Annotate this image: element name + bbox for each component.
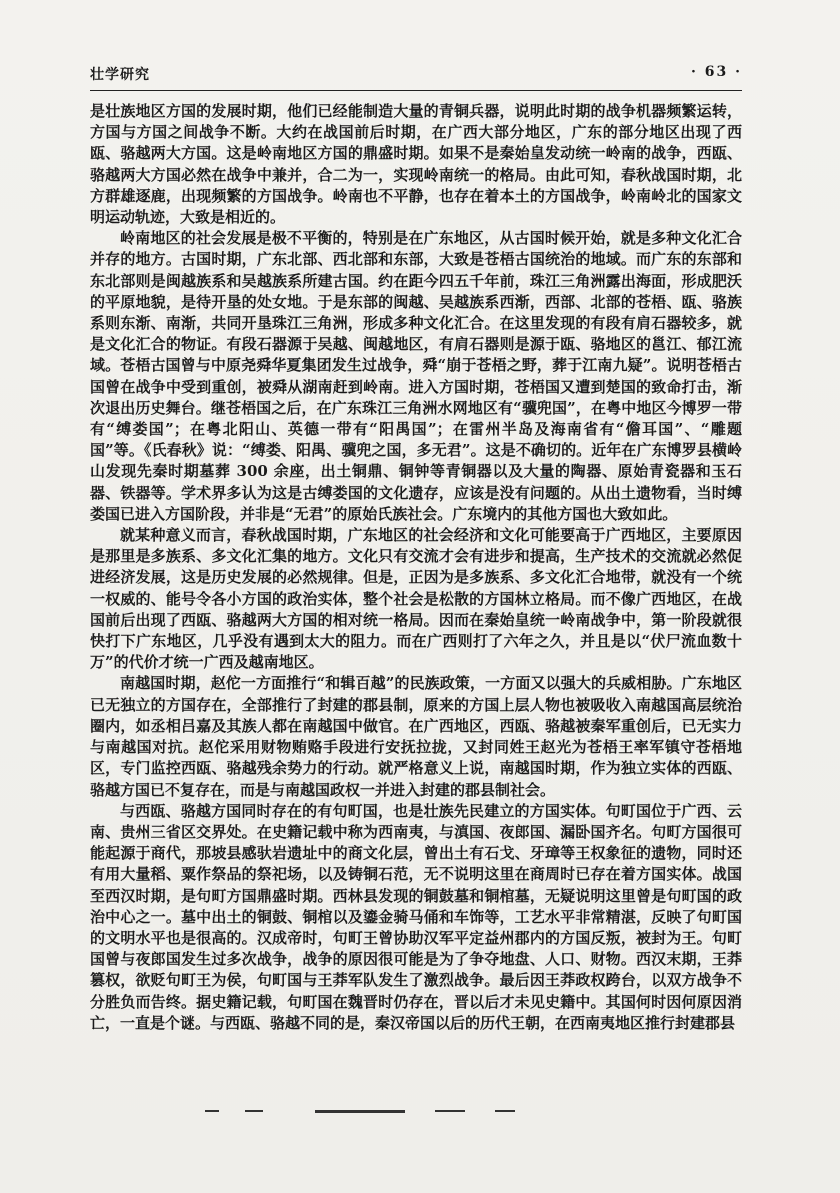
- scan-mark: [495, 1110, 515, 1112]
- paragraph-5: 与西瓯、骆越方国同时存在的有句町国，也是壮族先民建立的方国实体。句町国位于广西、云南、贵州三省区交界处。在史籍记载中称为西南夷，与滇国、夜郎国、漏卧国齐名。句町方国很可能起源于商代，那坡县感驮岩遗址中的商文化层，曾出土有石戈、牙璋等王权象征的遗物，同时还有用大量稻、粟作祭品的祭祀场，以及铸铜石范，无不说明这里在商周时已存在着方国实体。战国至西汉时期，是句町方国鼎盛时期。西林县发现的铜鼓墓和铜棺墓，无疑说明这里曾是句町国的政治中心之一。墓中出土的铜鼓、铜棺以及鎏金骑马俑和车饰等，工艺水平非常精湛，反映了句町国的文明水平也是很高的。汉成帝时，句町王曾协助汉军平定益州郡内的方国反叛，被封为王。句町国曾与夜郎国发生过多次战争，战争的原因很可能是为了争夺地盘、人口、财物。西汉末期，王莽篡权，欲贬句町王为侯，句町国与王莽军队发生了激烈战争。最后因王莽政权跨台，以双方战争不分胜负而告终。据史籍记载，句町国在魏晋时仍存在，晋以后才未见史籍中。其国何时因何原因消亡，一直是个谜。与西瓯、骆越不同的是，秦汉帝国以后的历代王朝，在西南夷地区推行封建郡县: [90, 801, 742, 1032]
- running-header: [90, 62, 742, 86]
- scan-mark: [245, 1110, 263, 1112]
- body-text: [90, 101, 742, 1034]
- page-number: · 63 ·: [691, 64, 742, 80]
- paragraph-3: 就某种意义而言，春秋战国时期，广东地区的社会经济和文化可能要高于广西地区，主要原因是那里是多族系、多文化汇集的地方。文化只有交流才会有进步和提高，生产技术的交流就必然促进经济发展，这是历史发展的必然规律。但是，正因为是多族系、多文化汇合地带，就没有一个统一权威的、能号令各小方国的政治实体，整个社会是松散的方国林立格局。而不像广西地区，在战国前后出现了西瓯、骆越两大方国的相对统一格局。因而在秦始皇统一岭南战争中，第一阶段就很快打下广东地区，几乎没有遇到太大的阻力。而在广西则打了六年之久，并且是以“伏尸流血数十万”的代价才统一广西及越南地区。: [90, 526, 742, 672]
- scan-footer-marks: [205, 1110, 525, 1114]
- scan-mark: [205, 1110, 219, 1112]
- paragraph-2: 岭南地区的社会发展是极不平衡的，特别是在广东地区，从古国时候开始，就是多种文化汇合并存的地方。古国时期，广东北部、西北部和东部，大致是苍梧古国统治的地域。而广东的东部和东北部则是闽越族系和吴越族系所建古国。约在距今四五千年前，珠江三角洲露出海面，形成肥沃的平原地貌，是待开垦的处女地。于是东部的闽越、吴越族系西渐，西部、北部的苍梧、瓯、骆族系则东渐、南渐，共同开垦珠江三角洲，形成多种文化汇合。在这里发现的有段有肩石器较多，就是文化汇合的物证。有段石器源于吴越、闽越地区，有肩石器则是源于瓯、骆地区的邕江、郁江流域。苍梧古国曾与中原尧舜华夏集团发生过战争，舜“崩于苍梧之野，葬于江南九疑”。说明苍梧古国曾在战争中受到重创，被舜从湖南赶到岭南。进入方国时期，苍梧国又遭到楚国的致命打击，渐次退出历史舞台。继苍梧国之后，在广东珠江三角洲水网地区有“骥兜国”，在粤中地区今博罗一带有“缚娄国”；在粤北阳山、英德一带有“阳禺国”；在雷州半岛及海南省有“儋耳国”、“雕题国”等。《氏春秋》说：“缚娄、阳禺、骥兜之国，多无君”。这是不确切的。近年在广东博罗县横岭山发现先秦时期墓葬 300 余座，出土铜鼎、铜钟等青铜器以及大量的陶器、原始青瓷器和玉石器、铁器等。学术界多认为这是古缚娄国的文化遗存，应该是没有问题的。从出土遗物看，当时缚娄国已进入方国阶段，并非是“无君”的原始氏族社会。广东境内的其他方国也大致如此。: [90, 229, 742, 523]
- scan-mark: [435, 1110, 465, 1112]
- scan-mark: [315, 1110, 405, 1113]
- journal-title: 壮学研究: [90, 67, 150, 83]
- paragraph-1: 是壮族地区方国的发展时期，他们已经能制造大量的青铜兵器，说明此时期的战争机器频繁运转，方国与方国之间战争不断。大约在战国前后时期，在广西大部分地区，广东的部分地区出现了西瓯、骆越两大方国。这是岭南地区方国的鼎盛时期。如果不是秦始皇发动统一岭南的战争，西瓯、骆越两大方国必然在战争中兼并，合二为一，实现岭南统一的格局。由此可知，春秋战国时期，北方群雄逐鹿，出现频繁的方国战争。岭南也不平静，也存在着本土的方国战争，岭南岭北的国家文明运动轨迹，大致是相近的。: [90, 102, 742, 227]
- paragraph-4: 南越国时期，赵佗一方面推行“和辑百越”的民族政策，一方面又以强大的兵威相胁。广东地区已无独立的方国存在，全部推行了封建的郡县制，原来的方国上层人物也被吸收入南越国高层统治圈内，如丞相吕嘉及其族人都在南越国中做官。在广西地区，西瓯、骆越被秦军重创后，已无实力与南越国对抗。赵佗采用财物贿赂手段进行安抚拉拢，又封同姓王赵光为苍梧王率军镇守苍梧地区，专门监控西瓯、骆越残余势力的行动。就严格意义上说，南越国时期，作为独立实体的西瓯、骆越方国已不复存在，而是与南越国政权一并进入封建的郡县制社会。: [90, 674, 742, 799]
- header-rule: [90, 90, 742, 91]
